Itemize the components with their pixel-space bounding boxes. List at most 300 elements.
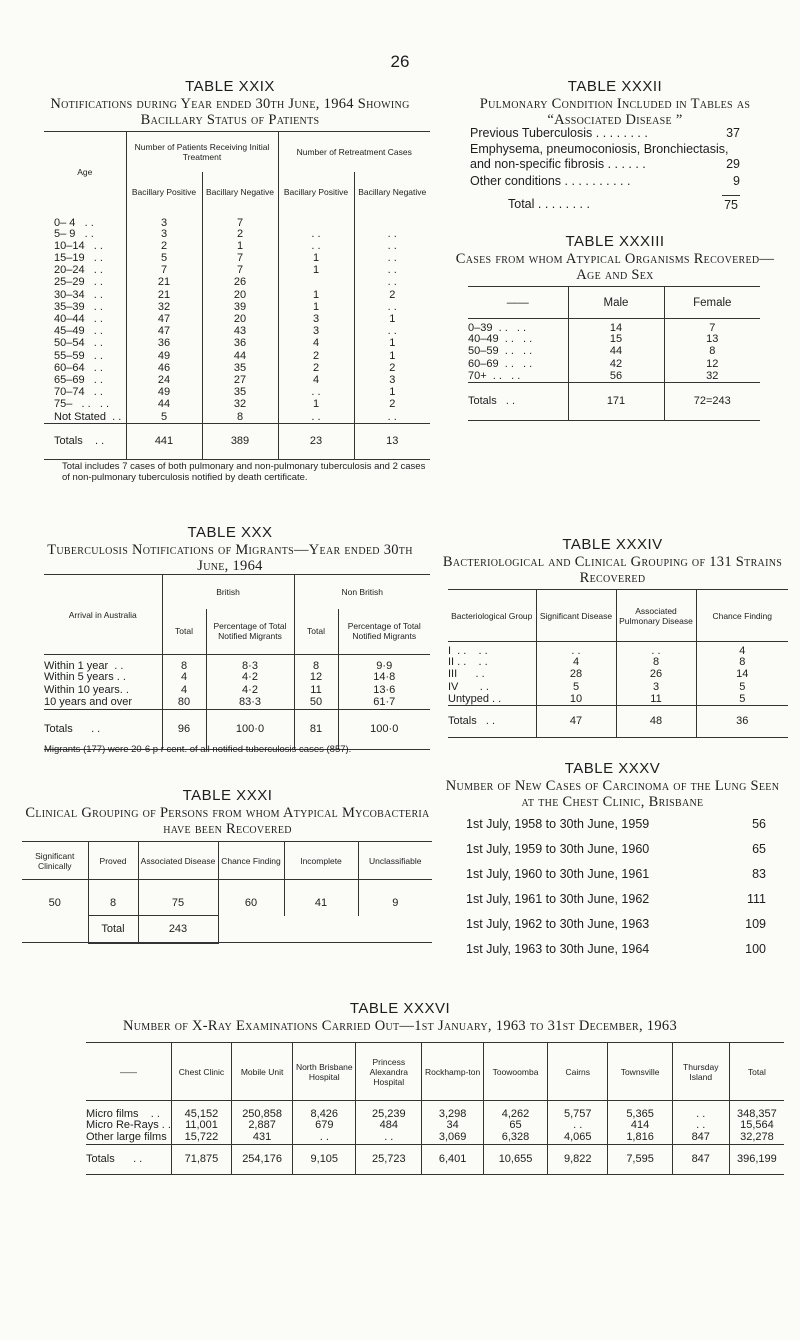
- value-cell: 1: [278, 265, 354, 277]
- value-cell: 4,262: [484, 1101, 548, 1121]
- value-cell: 11,001: [171, 1120, 231, 1132]
- table-row: [448, 669, 788, 681]
- non-british-header: Non British: [294, 575, 430, 609]
- row-label: 25–29 . .: [54, 276, 103, 289]
- totals-cell: 25,723: [356, 1145, 422, 1175]
- value-cell: 44: [568, 346, 664, 358]
- value-cell: 484: [356, 1120, 422, 1132]
- col-header: Cairns: [548, 1043, 608, 1101]
- col-header: Significant Disease: [536, 590, 616, 642]
- value-cell: . .: [354, 253, 430, 265]
- value-cell: . .: [354, 326, 430, 338]
- value-cell: 1: [354, 387, 430, 399]
- col-header: Chest Clinic: [171, 1043, 231, 1101]
- corner-cell: ——: [86, 1043, 171, 1101]
- row-label: 20–24 . .: [54, 264, 103, 277]
- table-35-subtitle: Number of New Cases of Carcinoma of the Lung Seen at the Chest Clinic, Brisbane: [445, 778, 780, 810]
- row-label: Within 1 year . .: [44, 660, 124, 672]
- value-cell: 60: [218, 880, 284, 916]
- totals-label: Totals . .: [448, 706, 536, 738]
- row-label: 40–44 . .: [54, 313, 103, 326]
- value-cell: 2: [278, 363, 354, 375]
- value-cell: 4,065: [548, 1132, 608, 1144]
- table-30-subtitle: Tuberculosis Notifications of Migrants—Year ended 30th June, 1964: [47, 542, 413, 574]
- value-cell: 8: [162, 655, 206, 673]
- row-label: 45–49 . .: [54, 325, 103, 338]
- value-cell: 4: [696, 642, 788, 658]
- table-33-subtitle: Cases from whom Atypical Organisms Recovered—Age and Sex: [455, 251, 775, 283]
- list-item: 1st July, 1960 to 30th June, 1961 83: [466, 867, 766, 881]
- value-cell: 8·3: [206, 655, 294, 673]
- row-label: 70+ . . . .: [468, 369, 521, 382]
- value-cell: 1: [278, 302, 354, 314]
- row-label: Micro films . .: [86, 1108, 160, 1120]
- row-label: 65–69 . .: [54, 373, 103, 386]
- row-label: 50–59 . . . .: [468, 345, 533, 358]
- value-cell: . .: [356, 1132, 422, 1144]
- value-cell: 5: [126, 412, 202, 424]
- value-cell: 8: [202, 412, 278, 424]
- table-35-title: TABLE XXXV: [564, 760, 661, 777]
- value-cell: 1,816: [608, 1132, 672, 1144]
- value-cell: 7: [202, 265, 278, 277]
- col-header: Rockhamp-ton: [422, 1043, 484, 1101]
- row-label: 60–69 . . . .: [468, 357, 533, 370]
- value-cell: 3: [278, 314, 354, 326]
- totals-cell: 441: [126, 424, 202, 460]
- table-row: [44, 412, 430, 424]
- value-cell: 2,887: [231, 1120, 292, 1132]
- value-cell: 2: [202, 229, 278, 241]
- value-cell: 10: [536, 694, 616, 706]
- value-cell: 32,278: [729, 1132, 784, 1144]
- value-cell: . .: [672, 1120, 729, 1132]
- value-cell: 1: [354, 338, 430, 350]
- value-cell: 2: [354, 363, 430, 375]
- row-label: 40–49 . . . .: [468, 333, 533, 346]
- value-cell: 42: [568, 359, 664, 371]
- col-header: Male: [568, 287, 664, 319]
- table-32-title: TABLE XXXII: [567, 78, 663, 95]
- value-cell: 1: [278, 290, 354, 302]
- value-cell: 8,426: [293, 1101, 356, 1121]
- value-cell: 5: [126, 253, 202, 265]
- value-cell: 1: [354, 314, 430, 326]
- value-cell: 44: [202, 351, 278, 363]
- value-cell: 21: [126, 277, 202, 289]
- value-cell: 11: [294, 685, 338, 698]
- value-cell: 4: [162, 685, 206, 698]
- value-cell: 35: [202, 387, 278, 399]
- value-cell: 8: [294, 655, 338, 673]
- value-cell: 56: [568, 371, 664, 383]
- value-cell: 8: [616, 657, 696, 669]
- value-cell: 847: [672, 1132, 729, 1144]
- row-label: 5– 9 . .: [54, 227, 94, 240]
- table-32-list: [470, 124, 740, 214]
- value-cell: 20: [202, 314, 278, 326]
- totals-cell: 171: [568, 383, 664, 421]
- totals-row: [86, 1145, 784, 1175]
- row-label: III . .: [448, 668, 485, 681]
- row-label: 10 years and over: [44, 696, 133, 709]
- value-cell: 21: [126, 290, 202, 302]
- col-header: Percentage of Total Notified Migrants: [338, 609, 430, 655]
- col-header: Unclassifiable: [358, 842, 432, 880]
- table-row: [468, 371, 760, 383]
- table-row: [468, 359, 760, 371]
- value-cell: 3: [126, 212, 202, 229]
- value-cell: 9·9: [338, 655, 430, 673]
- value-cell: 4: [278, 338, 354, 350]
- value-cell: 75: [138, 880, 218, 916]
- totals-label: Totals . .: [86, 1145, 171, 1175]
- table-32-subtitle: Pulmonary Condition Included in Tables as “Associated Disease ”: [479, 96, 751, 128]
- total-label: Total: [88, 916, 138, 944]
- value-cell: . .: [354, 229, 430, 241]
- value-cell: . .: [278, 387, 354, 399]
- totals-cell: 72=243: [664, 383, 760, 421]
- value-cell: 4: [162, 672, 206, 685]
- value-cell: 35: [202, 363, 278, 375]
- row-label: 30–34 . .: [54, 288, 103, 301]
- value-cell: 5: [696, 694, 788, 706]
- value-cell: . .: [354, 265, 430, 277]
- value-cell: 5,365: [608, 1101, 672, 1121]
- table-29: [44, 131, 430, 460]
- col-header: Incomplete: [284, 842, 358, 880]
- row-label: 60–64 . .: [54, 361, 103, 374]
- value-cell: 27: [202, 375, 278, 387]
- row-label: IV . .: [448, 680, 489, 693]
- row-label: Untyped . .: [448, 692, 502, 705]
- totals-cell: 100·0: [338, 710, 430, 750]
- totals-cell: 81: [294, 710, 338, 750]
- value-cell: 2: [126, 241, 202, 253]
- value-cell: 12: [294, 672, 338, 685]
- value-cell: 14: [696, 669, 788, 681]
- row-label: 15–19 . .: [54, 252, 103, 265]
- totals-cell: 13: [354, 424, 430, 460]
- col-header: Princess Alexandra Hospital: [356, 1043, 422, 1101]
- row-label: 70–74 . .: [54, 386, 103, 399]
- row-label: Micro Re-Rays . .: [86, 1119, 171, 1132]
- value-cell: 13: [664, 334, 760, 346]
- value-cell: . .: [616, 642, 696, 658]
- totals-cell: 7,595: [608, 1145, 672, 1175]
- age-header: Age: [44, 132, 126, 212]
- value-cell: . .: [293, 1132, 356, 1144]
- table-36-title: TABLE XXXVI: [349, 1000, 451, 1017]
- value-cell: 4: [278, 375, 354, 387]
- row-label: 50–54 . .: [54, 337, 103, 350]
- table-row: [468, 319, 760, 335]
- value-cell: 15: [568, 334, 664, 346]
- value-cell: 46: [126, 363, 202, 375]
- col-header: Bacillary Negative: [354, 172, 430, 212]
- value-cell: 4·2: [206, 672, 294, 685]
- col-header: Total: [729, 1043, 784, 1101]
- value-cell: 83·3: [206, 697, 294, 710]
- value-cell: [278, 212, 354, 229]
- row-label: Within 10 years. .: [44, 683, 129, 696]
- list-item: 1st July, 1963 to 30th June, 1964 100: [466, 942, 766, 956]
- value-cell: 5: [536, 682, 616, 694]
- total-value: 243: [138, 916, 218, 944]
- totals-cell: 47: [536, 706, 616, 738]
- value-cell: . .: [672, 1101, 729, 1121]
- value-cell: . .: [354, 302, 430, 314]
- list-item: 1st July, 1959 to 30th June, 1960 65: [466, 842, 766, 856]
- value-cell: 24: [126, 375, 202, 387]
- table-row: [468, 346, 760, 358]
- value-cell: . .: [278, 229, 354, 241]
- value-cell: 5,757: [548, 1101, 608, 1121]
- totals-cell: 396,199: [729, 1145, 784, 1175]
- row-label: II . . . .: [448, 656, 488, 669]
- value-cell: 13·6: [338, 685, 430, 698]
- retreatment-header: Number of Retreatment Cases: [278, 132, 430, 172]
- col-header: Chance Finding: [696, 590, 788, 642]
- value-cell: 9: [358, 880, 432, 916]
- table-35-list: [466, 812, 766, 962]
- value-cell: 43: [202, 326, 278, 338]
- col-header: Proved: [88, 842, 138, 880]
- value-cell: 7: [126, 265, 202, 277]
- col-header: Bacteriological Group: [448, 590, 536, 642]
- totals-cell: 100·0: [206, 710, 294, 750]
- table-row: [44, 277, 430, 289]
- list-item: Emphysema, pneumoconiosis, Bronchiectasis,: [470, 142, 729, 156]
- value-cell: 15,564: [729, 1120, 784, 1132]
- value-cell: 32: [202, 399, 278, 411]
- col-header: Total: [294, 609, 338, 655]
- totals-row: [468, 383, 760, 421]
- row-label: 0–39 . . . .: [468, 322, 527, 334]
- value-cell: . .: [548, 1120, 608, 1132]
- col-header: North Brisbane Hospital: [293, 1043, 356, 1101]
- value-cell: 3,069: [422, 1132, 484, 1144]
- totals-label: Totals . .: [44, 424, 126, 460]
- value-cell: 36: [126, 338, 202, 350]
- value-cell: 6,328: [484, 1132, 548, 1144]
- value-cell: 14: [568, 319, 664, 335]
- table-34: [448, 589, 788, 738]
- value-cell: 1: [278, 253, 354, 265]
- value-cell: . .: [278, 241, 354, 253]
- value-cell: . .: [354, 412, 430, 424]
- value-cell: 4: [536, 657, 616, 669]
- table-34-subtitle: Bacteriological and Clinical Grouping of 131 Strains Recovered: [442, 554, 783, 586]
- corner-cell: ——: [468, 287, 568, 319]
- col-header: Chance Finding: [218, 842, 284, 880]
- value-cell: 348,357: [729, 1101, 784, 1121]
- value-cell: 1: [202, 241, 278, 253]
- totals-cell: 9,105: [293, 1145, 356, 1175]
- table-row: [44, 212, 430, 229]
- value-cell: 3: [126, 229, 202, 241]
- table-34-title: TABLE XXXIV: [562, 536, 663, 553]
- value-cell: 3: [278, 326, 354, 338]
- totals-cell: 847: [672, 1145, 729, 1175]
- list-item: Previous Tuberculosis . . . . . . . . 37: [470, 126, 740, 140]
- table-row: [44, 399, 430, 411]
- value-cell: 3: [616, 682, 696, 694]
- list-item: 1st July, 1962 to 30th June, 1963 109: [466, 917, 766, 931]
- row-label: 0– 4 . .: [54, 216, 94, 229]
- value-cell: 39: [202, 302, 278, 314]
- col-header: Mobile Unit: [231, 1043, 292, 1101]
- table-row: [86, 1132, 784, 1144]
- totals-cell: 36: [696, 706, 788, 738]
- row-label: 10–14 . .: [54, 239, 103, 252]
- value-cell: 36: [202, 338, 278, 350]
- value-cell: 65: [484, 1120, 548, 1132]
- value-cell: 49: [126, 387, 202, 399]
- value-cell: 25,239: [356, 1101, 422, 1121]
- value-cell: 50: [294, 697, 338, 710]
- totals-cell: 254,176: [231, 1145, 292, 1175]
- list-item: 1st July, 1958 to 30th June, 1959 56: [466, 817, 766, 831]
- row-label: I . . . .: [448, 645, 488, 657]
- value-cell: [354, 212, 430, 229]
- value-cell: 431: [231, 1132, 292, 1144]
- col-header: Bacillary Negative: [202, 172, 278, 212]
- value-cell: 3: [354, 375, 430, 387]
- table-row: [44, 672, 430, 685]
- totals-label: Totals . .: [468, 383, 568, 421]
- value-cell: 12: [664, 359, 760, 371]
- table-row: [44, 697, 430, 710]
- row-label: Not Stated . .: [54, 410, 122, 423]
- col-header: Significant Clinically: [22, 842, 88, 880]
- value-cell: 26: [202, 277, 278, 289]
- value-cell: 61·7: [338, 697, 430, 710]
- col-header: Bacillary Positive: [126, 172, 202, 212]
- table-row: [44, 338, 430, 350]
- table-30: [44, 574, 430, 750]
- value-cell: 2: [278, 351, 354, 363]
- table-31-bottom-rule: [22, 942, 432, 943]
- value-cell: [278, 277, 354, 289]
- totals-cell: 71,875: [171, 1145, 231, 1175]
- value-cell: 1: [278, 399, 354, 411]
- value-cell: 28: [536, 669, 616, 681]
- value-cell: 8: [88, 880, 138, 916]
- value-cell: 5: [696, 682, 788, 694]
- table-29-note: Total includes 7 cases of both pulmonary and non-pulmonary tuberculosis and 2 cases of non-pulmonary tuberculosis notified by death certificate.: [62, 461, 426, 483]
- value-cell: 250,858: [231, 1101, 292, 1121]
- value-cell: 4·2: [206, 685, 294, 698]
- table-33: [468, 286, 760, 421]
- british-header: British: [162, 575, 294, 609]
- arrival-header: Arrival in Australia: [44, 575, 162, 655]
- table-row: [86, 1101, 784, 1121]
- value-cell: 2: [354, 399, 430, 411]
- value-cell: . .: [278, 412, 354, 424]
- value-cell: 44: [126, 399, 202, 411]
- totals-row: [44, 424, 430, 460]
- totals-cell: 96: [162, 710, 206, 750]
- table-31-title: TABLE XXXI: [182, 787, 273, 804]
- value-cell: 20: [202, 290, 278, 302]
- value-cell: 26: [616, 669, 696, 681]
- totals-label: Totals . .: [44, 710, 162, 750]
- table-row: [448, 694, 788, 706]
- row-label: Other large films: [86, 1131, 167, 1144]
- totals-row: [448, 706, 788, 738]
- value-cell: 3,298: [422, 1101, 484, 1121]
- value-cell: 34: [422, 1120, 484, 1132]
- table-30-title: TABLE XXX: [187, 524, 273, 541]
- row-label: 35–39 . .: [54, 300, 103, 313]
- col-header: Thursday Island: [672, 1043, 729, 1101]
- totals-cell: 9,822: [548, 1145, 608, 1175]
- value-cell: 679: [293, 1120, 356, 1132]
- totals-cell: 48: [616, 706, 696, 738]
- table-29-title: TABLE XXIX: [185, 78, 275, 95]
- value-cell: 1: [354, 351, 430, 363]
- table-33-title: TABLE XXXIII: [565, 233, 665, 250]
- list-item: and non-specific fibrosis . . . . . . 29: [470, 157, 740, 171]
- totals-cell: 389: [202, 424, 278, 460]
- value-cell: 14·8: [338, 672, 430, 685]
- col-header: Associated Pulmonary Disease: [616, 590, 696, 642]
- value-cell: 32: [126, 302, 202, 314]
- col-header: Townsville: [608, 1043, 672, 1101]
- table-29-subtitle: Notifications during Year ended 30th June, 1964 Showing Bacillary Status of Patients: [50, 96, 410, 128]
- table-row: [448, 682, 788, 694]
- col-header: Bacillary Positive: [278, 172, 354, 212]
- value-cell: . .: [354, 241, 430, 253]
- row-label: 75– . . . .: [54, 398, 110, 411]
- value-cell: 41: [284, 880, 358, 916]
- value-cell: 7: [202, 212, 278, 229]
- list-item: Other conditions . . . . . . . . . . 9: [470, 174, 740, 188]
- col-header: Percentage of Total Notified Migrants: [206, 609, 294, 655]
- value-cell: 8: [664, 346, 760, 358]
- value-cell: 7: [202, 253, 278, 265]
- table-row: [44, 655, 430, 673]
- row-label: 55–59 . .: [54, 349, 103, 362]
- value-cell: 50: [48, 897, 61, 910]
- table-31-subtitle: Clinical Grouping of Persons from whom Atypical Mycobacteria have been Recovered: [25, 805, 430, 837]
- col-header: Toowoomba: [484, 1043, 548, 1101]
- value-cell: 11: [616, 694, 696, 706]
- table-row: [448, 642, 788, 658]
- table-36: [86, 1042, 784, 1175]
- row-label: Within 5 years . .: [44, 671, 126, 684]
- table-row: [44, 290, 430, 302]
- value-cell: 45,152: [171, 1101, 231, 1121]
- value-cell: 2: [354, 290, 430, 302]
- value-cell: 414: [608, 1120, 672, 1132]
- list-item: 1st July, 1961 to 30th June, 1962 111: [466, 892, 766, 906]
- col-header: Female: [664, 287, 760, 319]
- table-36-subtitle: Number of X-Ray Examinations Carried Out—1st January, 1963 to 31st December, 1963: [122, 1018, 678, 1034]
- value-cell: 47: [126, 314, 202, 326]
- value-cell: 80: [162, 697, 206, 710]
- total-row: Total . . . . . . . . 75: [508, 197, 738, 212]
- totals-cell: 10,655: [484, 1145, 548, 1175]
- value-cell: 47: [126, 326, 202, 338]
- value-cell: 49: [126, 351, 202, 363]
- table-30-note: Migrants (177) were 20·6 p r cent. of all notified tuberculosis cases (857).: [44, 744, 352, 755]
- value-cell: . .: [354, 277, 430, 289]
- totals-cell: 6,401: [422, 1145, 484, 1175]
- value-cell: 7: [664, 319, 760, 335]
- value-cell: 8: [696, 657, 788, 669]
